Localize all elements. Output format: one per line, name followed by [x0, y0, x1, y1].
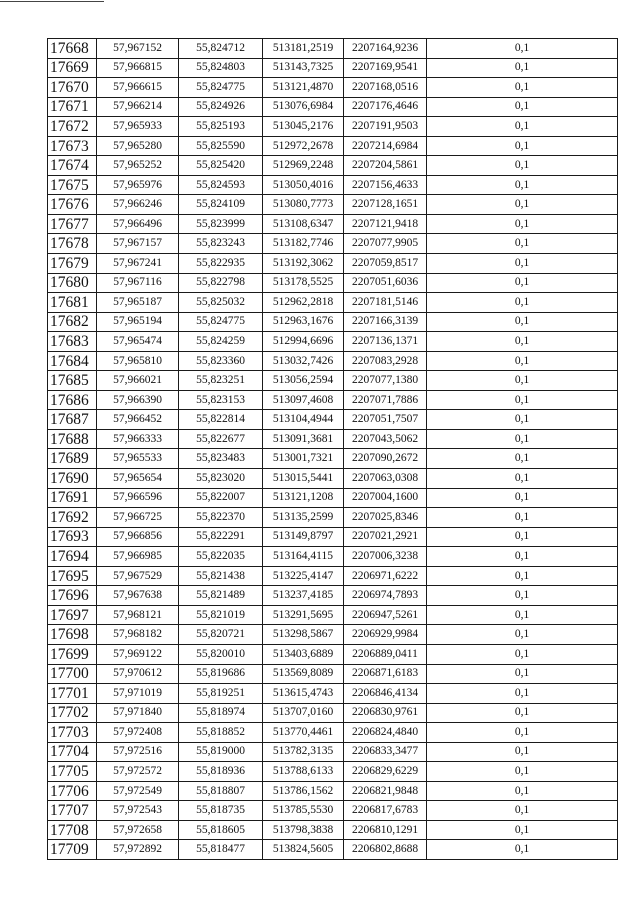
longitude-cell: 55,825420	[179, 156, 263, 176]
y-coordinate-cell: 2206889,0411	[344, 644, 427, 664]
x-coordinate-cell: 513056,2594	[263, 371, 344, 391]
latitude-cell: 57,971019	[97, 684, 179, 704]
latitude-cell: 57,968121	[97, 605, 179, 625]
point-number-cell: 17698	[48, 625, 97, 645]
table-row	[48, 703, 618, 723]
accuracy-cell: 0,1	[427, 801, 618, 821]
longitude-cell: 55,818735	[179, 801, 263, 821]
point-number-cell: 17691	[48, 488, 97, 508]
longitude-cell: 55,818807	[179, 781, 263, 801]
table-row	[48, 351, 618, 371]
table-row	[48, 469, 618, 489]
accuracy-cell: 0,1	[427, 410, 618, 430]
y-coordinate-cell: 2206830,9761	[344, 703, 427, 723]
y-coordinate-cell: 2207063,0308	[344, 469, 427, 489]
accuracy-cell: 0,1	[427, 429, 618, 449]
y-coordinate-cell: 2207128,1651	[344, 195, 427, 215]
y-coordinate-cell: 2207191,9503	[344, 117, 427, 137]
y-coordinate-cell: 2207121,9418	[344, 214, 427, 234]
longitude-cell: 55,822007	[179, 488, 263, 508]
accuracy-cell: 0,1	[427, 449, 618, 469]
point-number-cell: 17692	[48, 508, 97, 528]
latitude-cell: 57,965810	[97, 351, 179, 371]
latitude-cell: 57,969122	[97, 644, 179, 664]
x-coordinate-cell: 512969,2248	[263, 156, 344, 176]
latitude-cell: 57,966021	[97, 371, 179, 391]
latitude-cell: 57,965252	[97, 156, 179, 176]
accuracy-cell: 0,1	[427, 527, 618, 547]
latitude-cell: 57,966390	[97, 390, 179, 410]
x-coordinate-cell: 513569,8089	[263, 664, 344, 684]
table-row	[48, 273, 618, 293]
x-coordinate-cell: 512994,6696	[263, 332, 344, 352]
y-coordinate-cell: 2206833,3477	[344, 742, 427, 762]
point-number-cell: 17673	[48, 136, 97, 156]
longitude-cell: 55,818974	[179, 703, 263, 723]
accuracy-cell: 0,1	[427, 664, 618, 684]
accuracy-cell: 0,1	[427, 684, 618, 704]
x-coordinate-cell: 513178,5525	[263, 273, 344, 293]
table-row	[48, 175, 618, 195]
table-row	[48, 644, 618, 664]
longitude-cell: 55,823360	[179, 351, 263, 371]
y-coordinate-cell: 2207204,5861	[344, 156, 427, 176]
coordinates-table-body	[48, 39, 618, 860]
table-row	[48, 449, 618, 469]
y-coordinate-cell: 2207168,0516	[344, 78, 427, 98]
latitude-cell: 57,972549	[97, 781, 179, 801]
y-coordinate-cell: 2206929,9984	[344, 625, 427, 645]
table-row	[48, 136, 618, 156]
point-number-cell: 17669	[48, 58, 97, 78]
latitude-cell: 57,966615	[97, 78, 179, 98]
latitude-cell: 57,970612	[97, 664, 179, 684]
longitude-cell: 55,820721	[179, 625, 263, 645]
y-coordinate-cell: 2207051,7507	[344, 410, 427, 430]
accuracy-cell: 0,1	[427, 371, 618, 391]
x-coordinate-cell: 513770,4461	[263, 723, 344, 743]
latitude-cell: 57,966725	[97, 508, 179, 528]
table-row	[48, 508, 618, 528]
point-number-cell: 17674	[48, 156, 97, 176]
point-number-cell: 17709	[48, 840, 97, 860]
latitude-cell: 57,972892	[97, 840, 179, 860]
latitude-cell: 57,966333	[97, 429, 179, 449]
y-coordinate-cell: 2207004,1600	[344, 488, 427, 508]
table-row	[48, 214, 618, 234]
accuracy-cell: 0,1	[427, 214, 618, 234]
x-coordinate-cell: 513225,4147	[263, 566, 344, 586]
accuracy-cell: 0,1	[427, 703, 618, 723]
accuracy-cell: 0,1	[427, 234, 618, 254]
y-coordinate-cell: 2207077,1380	[344, 371, 427, 391]
point-number-cell: 17678	[48, 234, 97, 254]
point-number-cell: 17707	[48, 801, 97, 821]
latitude-cell: 57,972543	[97, 801, 179, 821]
latitude-cell: 57,967529	[97, 566, 179, 586]
accuracy-cell: 0,1	[427, 39, 618, 59]
latitude-cell: 57,966246	[97, 195, 179, 215]
table-row	[48, 684, 618, 704]
x-coordinate-cell: 513032,7426	[263, 351, 344, 371]
table-row	[48, 254, 618, 274]
latitude-cell: 57,965533	[97, 449, 179, 469]
accuracy-cell: 0,1	[427, 508, 618, 528]
table-row	[48, 723, 618, 743]
accuracy-cell: 0,1	[427, 547, 618, 567]
x-coordinate-cell: 513091,3681	[263, 429, 344, 449]
accuracy-cell: 0,1	[427, 723, 618, 743]
latitude-cell: 57,972516	[97, 742, 179, 762]
point-number-cell: 17708	[48, 820, 97, 840]
table-row	[48, 78, 618, 98]
longitude-cell: 55,822370	[179, 508, 263, 528]
point-number-cell: 17694	[48, 547, 97, 567]
x-coordinate-cell: 512972,2678	[263, 136, 344, 156]
accuracy-cell: 0,1	[427, 117, 618, 137]
latitude-cell: 57,966815	[97, 58, 179, 78]
accuracy-cell: 0,1	[427, 254, 618, 274]
longitude-cell: 55,822291	[179, 527, 263, 547]
latitude-cell: 57,966856	[97, 527, 179, 547]
y-coordinate-cell: 2207214,6984	[344, 136, 427, 156]
longitude-cell: 55,818477	[179, 840, 263, 860]
latitude-cell: 57,967116	[97, 273, 179, 293]
y-coordinate-cell: 2207181,5146	[344, 293, 427, 313]
longitude-cell: 55,821019	[179, 605, 263, 625]
x-coordinate-cell: 513192,3062	[263, 254, 344, 274]
y-coordinate-cell: 2206810,1291	[344, 820, 427, 840]
longitude-cell: 55,825193	[179, 117, 263, 137]
latitude-cell: 57,965976	[97, 175, 179, 195]
latitude-cell: 57,967638	[97, 586, 179, 606]
point-number-cell: 17687	[48, 410, 97, 430]
accuracy-cell: 0,1	[427, 781, 618, 801]
x-coordinate-cell: 513615,4743	[263, 684, 344, 704]
accuracy-cell: 0,1	[427, 625, 618, 645]
y-coordinate-cell: 2206829,6229	[344, 762, 427, 782]
accuracy-cell: 0,1	[427, 390, 618, 410]
table-row	[48, 781, 618, 801]
longitude-cell: 55,820010	[179, 644, 263, 664]
point-number-cell: 17676	[48, 195, 97, 215]
accuracy-cell: 0,1	[427, 273, 618, 293]
point-number-cell: 17705	[48, 762, 97, 782]
latitude-cell: 57,966985	[97, 547, 179, 567]
longitude-cell: 55,818605	[179, 820, 263, 840]
y-coordinate-cell: 2207021,2921	[344, 527, 427, 547]
longitude-cell: 55,825590	[179, 136, 263, 156]
x-coordinate-cell: 513707,0160	[263, 703, 344, 723]
y-coordinate-cell: 2206802,8688	[344, 840, 427, 860]
x-coordinate-cell: 513785,5530	[263, 801, 344, 821]
point-number-cell: 17693	[48, 527, 97, 547]
y-coordinate-cell: 2207077,9905	[344, 234, 427, 254]
y-coordinate-cell: 2207176,4646	[344, 97, 427, 117]
longitude-cell: 55,824926	[179, 97, 263, 117]
x-coordinate-cell: 513149,8797	[263, 527, 344, 547]
y-coordinate-cell: 2206974,7893	[344, 586, 427, 606]
x-coordinate-cell: 513135,2599	[263, 508, 344, 528]
accuracy-cell: 0,1	[427, 195, 618, 215]
point-number-cell: 17681	[48, 293, 97, 313]
longitude-cell: 55,823999	[179, 214, 263, 234]
point-number-cell: 17702	[48, 703, 97, 723]
latitude-cell: 57,968182	[97, 625, 179, 645]
x-coordinate-cell: 513121,4870	[263, 78, 344, 98]
latitude-cell: 57,972408	[97, 723, 179, 743]
accuracy-cell: 0,1	[427, 97, 618, 117]
point-number-cell: 17677	[48, 214, 97, 234]
longitude-cell: 55,819000	[179, 742, 263, 762]
table-row	[48, 625, 618, 645]
y-coordinate-cell: 2207090,2672	[344, 449, 427, 469]
longitude-cell: 55,823020	[179, 469, 263, 489]
point-number-cell: 17688	[48, 429, 97, 449]
latitude-cell: 57,966452	[97, 410, 179, 430]
point-number-cell: 17672	[48, 117, 97, 137]
x-coordinate-cell: 512963,1676	[263, 312, 344, 332]
point-number-cell: 17684	[48, 351, 97, 371]
y-coordinate-cell: 2207043,5062	[344, 429, 427, 449]
latitude-cell: 57,965280	[97, 136, 179, 156]
accuracy-cell: 0,1	[427, 312, 618, 332]
x-coordinate-cell: 513181,2519	[263, 39, 344, 59]
accuracy-cell: 0,1	[427, 156, 618, 176]
table-row	[48, 332, 618, 352]
point-number-cell: 17686	[48, 390, 97, 410]
x-coordinate-cell: 513097,4608	[263, 390, 344, 410]
accuracy-cell: 0,1	[427, 58, 618, 78]
latitude-cell: 57,966214	[97, 97, 179, 117]
accuracy-cell: 0,1	[427, 840, 618, 860]
point-number-cell: 17668	[48, 39, 97, 59]
point-number-cell: 17683	[48, 332, 97, 352]
table-row	[48, 312, 618, 332]
x-coordinate-cell: 513108,6347	[263, 214, 344, 234]
y-coordinate-cell: 2206947,5261	[344, 605, 427, 625]
y-coordinate-cell: 2207136,1371	[344, 332, 427, 352]
x-coordinate-cell: 513104,4944	[263, 410, 344, 430]
x-coordinate-cell: 513001,7321	[263, 449, 344, 469]
longitude-cell: 55,823153	[179, 390, 263, 410]
accuracy-cell: 0,1	[427, 566, 618, 586]
longitude-cell: 55,824803	[179, 58, 263, 78]
accuracy-cell: 0,1	[427, 78, 618, 98]
longitude-cell: 55,822677	[179, 429, 263, 449]
table-row	[48, 58, 618, 78]
y-coordinate-cell: 2206971,6222	[344, 566, 427, 586]
x-coordinate-cell: 513050,4016	[263, 175, 344, 195]
accuracy-cell: 0,1	[427, 820, 618, 840]
latitude-cell: 57,971840	[97, 703, 179, 723]
table-row	[48, 566, 618, 586]
latitude-cell: 57,965194	[97, 312, 179, 332]
x-coordinate-cell: 513786,1562	[263, 781, 344, 801]
accuracy-cell: 0,1	[427, 742, 618, 762]
x-coordinate-cell: 513788,6133	[263, 762, 344, 782]
x-coordinate-cell: 513782,3135	[263, 742, 344, 762]
table-row	[48, 801, 618, 821]
y-coordinate-cell: 2206846,4134	[344, 684, 427, 704]
y-coordinate-cell: 2206817,6783	[344, 801, 427, 821]
latitude-cell: 57,965187	[97, 293, 179, 313]
table-row	[48, 195, 618, 215]
longitude-cell: 55,822935	[179, 254, 263, 274]
longitude-cell: 55,824775	[179, 78, 263, 98]
latitude-cell: 57,966496	[97, 214, 179, 234]
latitude-cell: 57,966596	[97, 488, 179, 508]
x-coordinate-cell: 513298,5867	[263, 625, 344, 645]
table-row	[48, 742, 618, 762]
y-coordinate-cell: 2207059,8517	[344, 254, 427, 274]
longitude-cell: 55,823483	[179, 449, 263, 469]
accuracy-cell: 0,1	[427, 136, 618, 156]
latitude-cell: 57,972658	[97, 820, 179, 840]
table-row	[48, 840, 618, 860]
table-row	[48, 664, 618, 684]
point-number-cell: 17697	[48, 605, 97, 625]
latitude-cell: 57,965933	[97, 117, 179, 137]
x-coordinate-cell: 513798,3838	[263, 820, 344, 840]
table-row	[48, 488, 618, 508]
table-row	[48, 156, 618, 176]
point-number-cell: 17671	[48, 97, 97, 117]
latitude-cell: 57,967241	[97, 254, 179, 274]
x-coordinate-cell: 513080,7773	[263, 195, 344, 215]
point-number-cell: 17706	[48, 781, 97, 801]
latitude-cell: 57,967152	[97, 39, 179, 59]
table-row	[48, 820, 618, 840]
longitude-cell: 55,824593	[179, 175, 263, 195]
y-coordinate-cell: 2207169,9541	[344, 58, 427, 78]
table-row	[48, 390, 618, 410]
point-number-cell: 17696	[48, 586, 97, 606]
top-rule	[0, 1, 104, 2]
accuracy-cell: 0,1	[427, 351, 618, 371]
y-coordinate-cell: 2206871,6183	[344, 664, 427, 684]
y-coordinate-cell: 2207051,6036	[344, 273, 427, 293]
point-number-cell: 17670	[48, 78, 97, 98]
longitude-cell: 55,821489	[179, 586, 263, 606]
accuracy-cell: 0,1	[427, 605, 618, 625]
point-number-cell: 17699	[48, 644, 97, 664]
longitude-cell: 55,822798	[179, 273, 263, 293]
x-coordinate-cell: 513015,5441	[263, 469, 344, 489]
table-row	[48, 39, 618, 59]
table-row	[48, 371, 618, 391]
latitude-cell: 57,967157	[97, 234, 179, 254]
point-number-cell: 17701	[48, 684, 97, 704]
accuracy-cell: 0,1	[427, 644, 618, 664]
x-coordinate-cell: 513076,6984	[263, 97, 344, 117]
x-coordinate-cell: 513143,7325	[263, 58, 344, 78]
x-coordinate-cell: 513045,2176	[263, 117, 344, 137]
longitude-cell: 55,821438	[179, 566, 263, 586]
longitude-cell: 55,824259	[179, 332, 263, 352]
longitude-cell: 55,818852	[179, 723, 263, 743]
table-row	[48, 97, 618, 117]
x-coordinate-cell: 513403,6889	[263, 644, 344, 664]
point-number-cell: 17690	[48, 469, 97, 489]
longitude-cell: 55,825032	[179, 293, 263, 313]
x-coordinate-cell: 513164,4115	[263, 547, 344, 567]
table-row	[48, 410, 618, 430]
point-number-cell: 17675	[48, 175, 97, 195]
accuracy-cell: 0,1	[427, 762, 618, 782]
accuracy-cell: 0,1	[427, 586, 618, 606]
point-number-cell: 17704	[48, 742, 97, 762]
longitude-cell: 55,824712	[179, 39, 263, 59]
latitude-cell: 57,965654	[97, 469, 179, 489]
point-number-cell: 17685	[48, 371, 97, 391]
y-coordinate-cell: 2207166,3139	[344, 312, 427, 332]
accuracy-cell: 0,1	[427, 488, 618, 508]
y-coordinate-cell: 2206821,9848	[344, 781, 427, 801]
table-row	[48, 586, 618, 606]
x-coordinate-cell: 512962,2818	[263, 293, 344, 313]
point-number-cell: 17700	[48, 664, 97, 684]
x-coordinate-cell: 513824,5605	[263, 840, 344, 860]
point-number-cell: 17695	[48, 566, 97, 586]
point-number-cell: 17680	[48, 273, 97, 293]
table-row	[48, 547, 618, 567]
longitude-cell: 55,824109	[179, 195, 263, 215]
table-row	[48, 293, 618, 313]
y-coordinate-cell: 2207025,8346	[344, 508, 427, 528]
accuracy-cell: 0,1	[427, 293, 618, 313]
y-coordinate-cell: 2207071,7886	[344, 390, 427, 410]
accuracy-cell: 0,1	[427, 175, 618, 195]
latitude-cell: 57,972572	[97, 762, 179, 782]
longitude-cell: 55,819251	[179, 684, 263, 704]
accuracy-cell: 0,1	[427, 469, 618, 489]
accuracy-cell: 0,1	[427, 332, 618, 352]
point-number-cell: 17682	[48, 312, 97, 332]
table-row	[48, 117, 618, 137]
longitude-cell: 55,823243	[179, 234, 263, 254]
x-coordinate-cell: 513291,5695	[263, 605, 344, 625]
x-coordinate-cell: 513237,4185	[263, 586, 344, 606]
longitude-cell: 55,819686	[179, 664, 263, 684]
table-row	[48, 762, 618, 782]
x-coordinate-cell: 513182,7746	[263, 234, 344, 254]
table-row	[48, 234, 618, 254]
longitude-cell: 55,822814	[179, 410, 263, 430]
table-row	[48, 605, 618, 625]
longitude-cell: 55,818936	[179, 762, 263, 782]
coordinates-table	[47, 38, 618, 860]
y-coordinate-cell: 2207006,3238	[344, 547, 427, 567]
y-coordinate-cell: 2207156,4633	[344, 175, 427, 195]
longitude-cell: 55,822035	[179, 547, 263, 567]
y-coordinate-cell: 2206824,4840	[344, 723, 427, 743]
y-coordinate-cell: 2207164,9236	[344, 39, 427, 59]
point-number-cell: 17689	[48, 449, 97, 469]
table-row	[48, 429, 618, 449]
point-number-cell: 17679	[48, 254, 97, 274]
x-coordinate-cell: 513121,1208	[263, 488, 344, 508]
latitude-cell: 57,965474	[97, 332, 179, 352]
table-row	[48, 527, 618, 547]
point-number-cell: 17703	[48, 723, 97, 743]
longitude-cell: 55,823251	[179, 371, 263, 391]
y-coordinate-cell: 2207083,2928	[344, 351, 427, 371]
longitude-cell: 55,824775	[179, 312, 263, 332]
